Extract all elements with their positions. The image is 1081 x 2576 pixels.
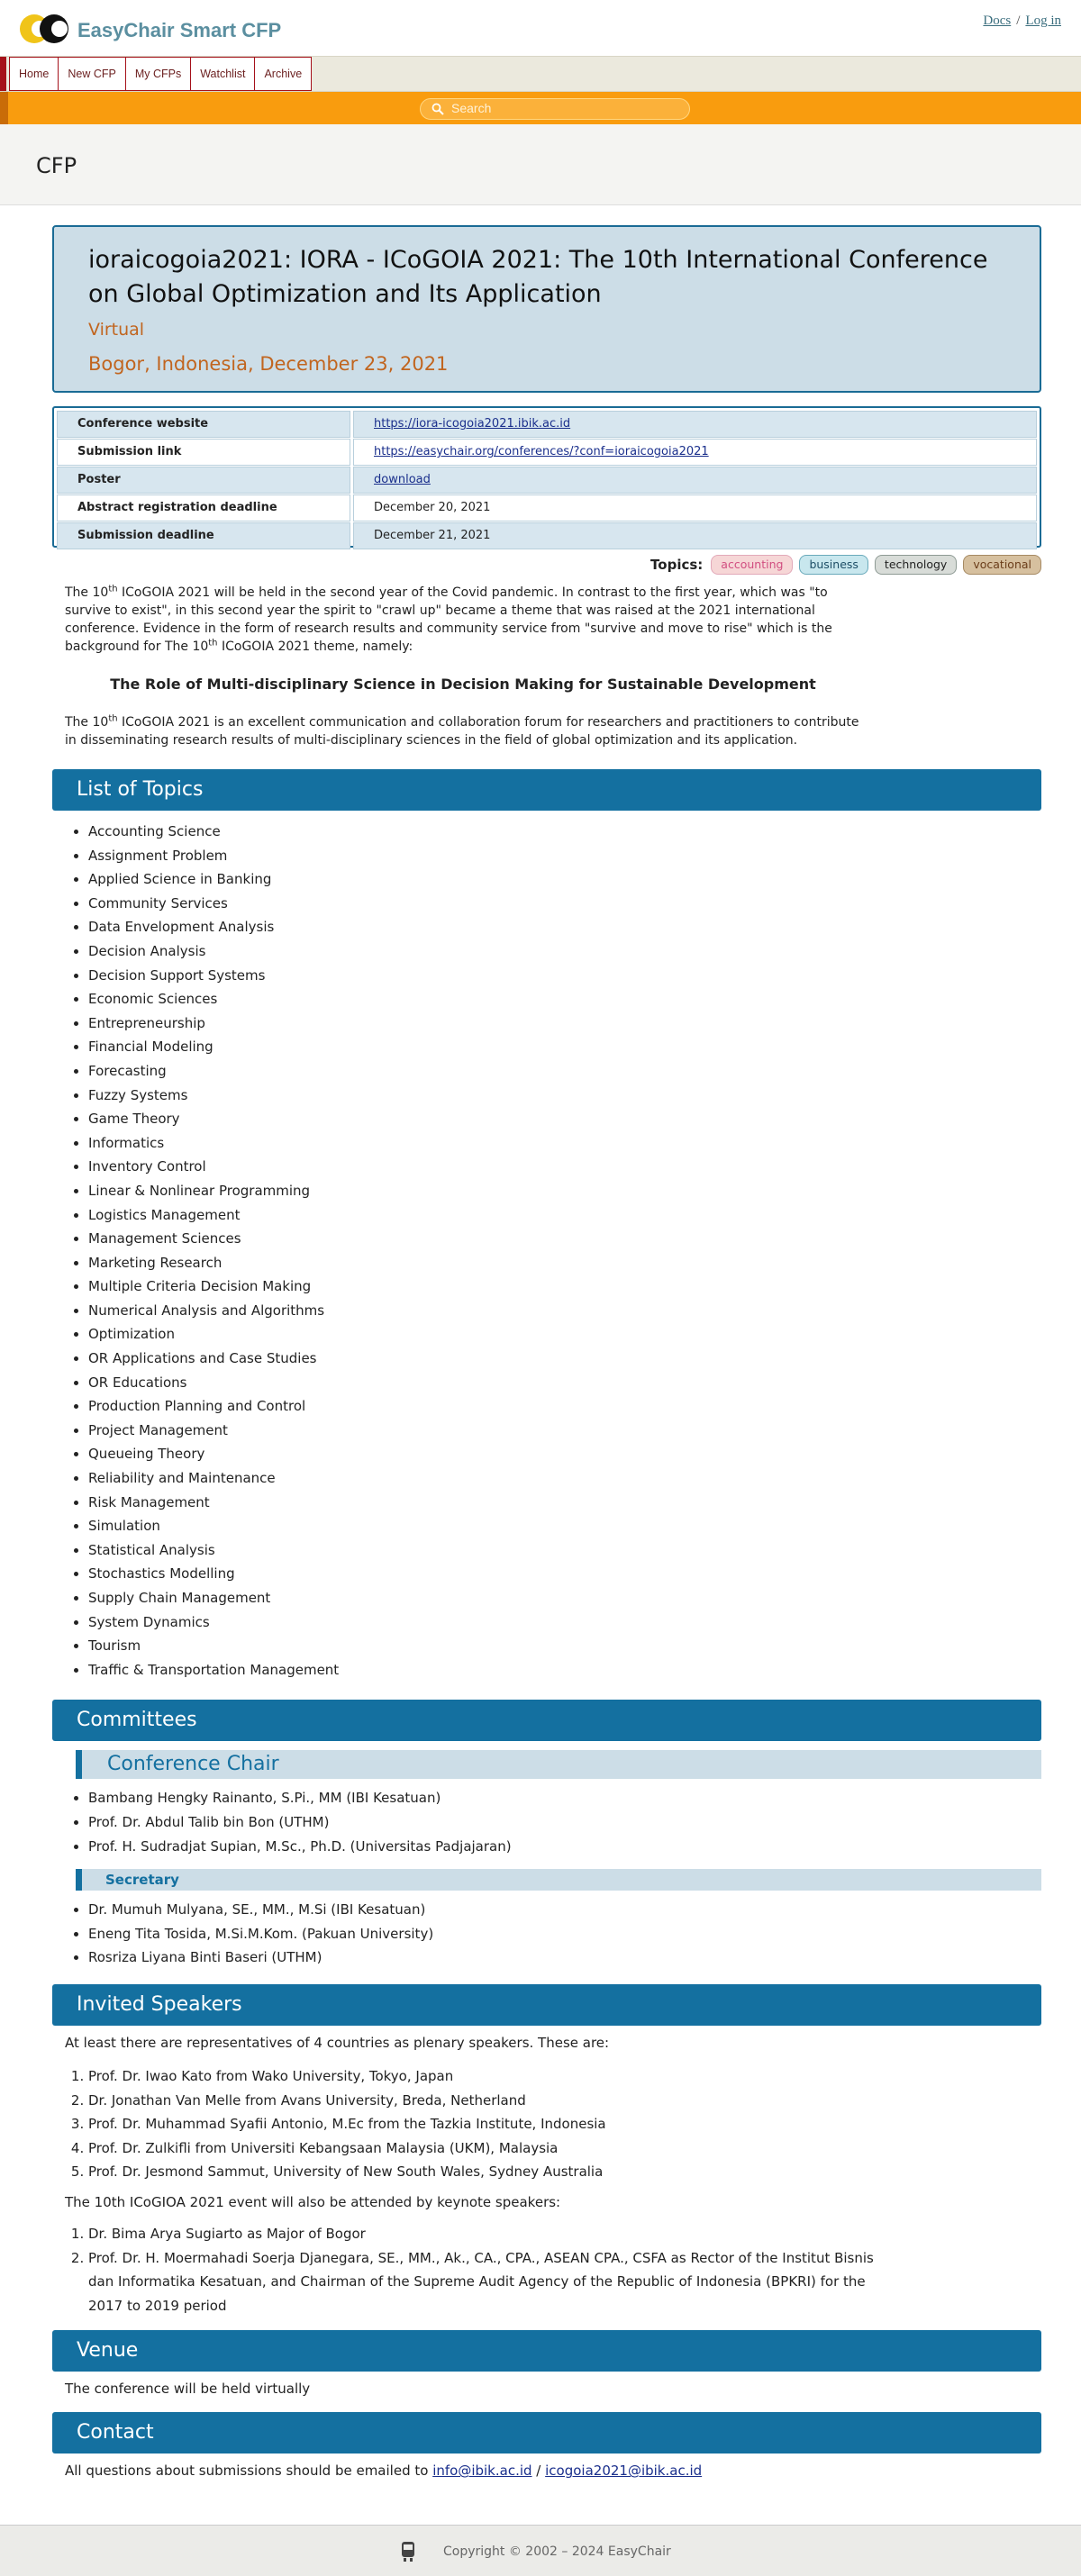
menu-item-archive[interactable]: Archive xyxy=(255,57,312,91)
account-links xyxy=(983,11,1061,32)
poster-download-link[interactable]: download xyxy=(374,473,431,486)
ordinal-suffix: th xyxy=(108,584,118,594)
topic-list-item: • Fuzzy Systems xyxy=(88,1084,1041,1108)
plenary-speaker: 4. Prof. Dr. Zulkifli from Universiti Kebangsaan Malaysia (UKM), Malaysia xyxy=(88,2136,1041,2161)
section-heading-topics: List of Topics xyxy=(52,769,1041,811)
topic-list-item: • Forecasting xyxy=(88,1059,1041,1084)
speakers-intro: At least there are representatives of 4 countries as plenary speakers. These are: xyxy=(65,2034,610,2051)
ordinal-suffix: th xyxy=(208,638,218,649)
topic-list-item: • Tourism xyxy=(88,1634,1041,1658)
topic-list-item: • Management Sciences xyxy=(88,1227,1041,1251)
topic-list-item: • Numerical Analysis and Algorithms xyxy=(88,1299,1041,1323)
conference-summary-box xyxy=(52,225,1041,393)
plenary-speaker: 5. Prof. Dr. Jesmond Sammut, University of New South Wales, Sydney Australia xyxy=(88,2160,1041,2184)
topic-list-item: • Game Theory xyxy=(88,1107,1041,1131)
conference-location-date: Bogor, Indonesia, December 23, 2021 xyxy=(88,352,449,375)
section-heading-committees: Committees xyxy=(52,1700,1041,1741)
page-footer xyxy=(0,2525,1081,2576)
secretary-member: • Dr. Mumuh Mulyana, SE., MM., M.Si (IBI Kesatuan) xyxy=(88,1898,1041,1922)
topic-list-item: • Economic Sciences xyxy=(88,987,1041,1011)
menu-item-home[interactable]: Home xyxy=(9,57,59,91)
copyright-text: Copyright © 2002 – 2024 EasyChair xyxy=(443,2544,671,2559)
menu-bar xyxy=(0,56,1081,92)
topic-list-item: • Marketing Research xyxy=(88,1251,1041,1275)
contact-text xyxy=(65,2462,861,2480)
info-row-website xyxy=(57,411,1037,438)
section-heading-venue: Venue xyxy=(52,2330,1041,2372)
plenary-speakers-list xyxy=(88,2064,1041,2184)
intro-text: ICoGOIA 2021 is an excellent communication and collaboration forum for researchers and practitioners to contribute in disseminating research results of multi-disciplinary sciences in the field of global optimization and its application. xyxy=(65,715,859,748)
info-row-poster xyxy=(57,467,1037,494)
contact-email-link-2[interactable]: icogoia2021@ibik.ac.id xyxy=(545,2463,703,2480)
easychair-logo-icon[interactable] xyxy=(18,11,70,47)
info-key: Poster xyxy=(57,467,350,494)
plenary-speaker: 3. Prof. Dr. Muhammad Syafii Antonio, M.Ec from the Tazkia Institute, Indonesia xyxy=(88,2112,1041,2136)
subsection-heading-chair: Conference Chair xyxy=(76,1750,1041,1779)
topic-list-item: • Data Envelopment Analysis xyxy=(88,915,1041,939)
topic-list-item: • Financial Modeling xyxy=(88,1035,1041,1059)
topic-list-item: • Logistics Management xyxy=(88,1203,1041,1228)
topic-list-item: • OR Applications and Case Studies xyxy=(88,1347,1041,1371)
subsection-heading-secretary: Secretary xyxy=(76,1869,1041,1891)
topic-list-item: • Statistical Analysis xyxy=(88,1538,1041,1563)
secretary-list xyxy=(88,1898,1041,1970)
info-key: Abstract registration deadline xyxy=(57,494,350,522)
topic-list-item: • Entrepreneurship xyxy=(88,1011,1041,1036)
menu-item-watchlist[interactable]: Watchlist xyxy=(191,57,255,91)
topic-list-item: • Project Management xyxy=(88,1419,1041,1443)
info-key: Submission deadline xyxy=(57,522,350,549)
topic-tag-vocational[interactable]: vocational xyxy=(963,555,1041,575)
info-value: December 21, 2021 xyxy=(353,522,1037,549)
login-link[interactable]: Log in xyxy=(1025,14,1061,28)
topic-list-item: • Simulation xyxy=(88,1514,1041,1538)
topics-tags xyxy=(650,555,1041,576)
topic-list-item: • OR Educations xyxy=(88,1371,1041,1395)
topics-list xyxy=(88,820,1041,1682)
topic-list-item: • Accounting Science xyxy=(88,820,1041,844)
info-key: Conference website xyxy=(57,411,350,438)
conference-info-table xyxy=(52,406,1041,548)
conference-title: ioraicogoia2021: IORA - ICoGOIA 2021: The 10th International Conference on Global Optimization and Its Application xyxy=(88,246,988,308)
topic-list-item: • Optimization xyxy=(88,1322,1041,1347)
conference-website-link[interactable]: https://iora-icogoia2021.ibik.ac.id xyxy=(374,417,571,431)
page-title: CFP xyxy=(36,153,77,178)
keynote-intro: The 10th ICoGIOA 2021 event will also be attended by keynote speakers: xyxy=(65,2193,561,2210)
page-header-band xyxy=(0,124,1081,205)
info-row-submission-deadline xyxy=(57,522,1037,549)
conference-theme: The Role of Multi-disciplinary Science in Decision Making for Sustainable Development xyxy=(110,676,816,693)
intro-text: ICoGOIA 2021 will be held in the second year of the Covid pandemic. In contrast to the first year, which was "to survive to exist", in this second year the spirit to "crawl up" became a theme that was raised at the 2021 international conference. Evidence in the form of research results and community service from "survive and move to rise" which is the background for The 10 xyxy=(65,585,832,654)
intro-paragraph-1 xyxy=(65,584,861,656)
topic-list-item: • Community Services xyxy=(88,892,1041,916)
submission-link[interactable]: https://easychair.org/conferences/?conf=ioraicogoia2021 xyxy=(374,445,709,458)
intro-text: The 10 xyxy=(65,715,109,730)
topic-list-item: • Linear & Nonlinear Programming xyxy=(88,1179,1041,1203)
topic-list-item: • Production Planning and Control xyxy=(88,1394,1041,1419)
main-content xyxy=(52,225,1041,2480)
info-value: December 20, 2021 xyxy=(353,494,1037,522)
topic-list-item: • System Dynamics xyxy=(88,1610,1041,1635)
intro-paragraph-2 xyxy=(65,713,861,749)
email-separator: / xyxy=(531,2463,546,2480)
chair-member: • Prof. H. Sudradjat Supian, M.Sc., Ph.D. (Universitas Padjajaran) xyxy=(88,1835,1041,1859)
topic-tag-business[interactable]: business xyxy=(799,555,868,575)
topics-bar xyxy=(52,548,1041,578)
topic-list-item: • Risk Management xyxy=(88,1491,1041,1515)
search-input[interactable] xyxy=(451,101,668,115)
section-heading-speakers: Invited Speakers xyxy=(52,1984,1041,2026)
info-row-abstract-deadline xyxy=(57,494,1037,522)
secretary-member: • Rosriza Liyana Binti Baseri (UTHM) xyxy=(88,1946,1041,1970)
topic-list-item: • Decision Analysis xyxy=(88,939,1041,964)
topic-list-item: • Supply Chain Management xyxy=(88,1586,1041,1610)
plenary-speaker: 2. Dr. Jonathan Van Melle from Avans University, Breda, Netherland xyxy=(88,2089,1041,2113)
topic-list-item: • Inventory Control xyxy=(88,1155,1041,1179)
topic-list-item: • Informatics xyxy=(88,1131,1041,1156)
menu-item-my-cfps[interactable]: My CFPs xyxy=(126,57,191,91)
menu-item-new-cfp[interactable]: New CFP xyxy=(59,57,125,91)
topic-list-item: • Stochastics Modelling xyxy=(88,1562,1041,1586)
topic-list-item: • Decision Support Systems xyxy=(88,964,1041,988)
top-bar xyxy=(0,0,1081,56)
link-separator: / xyxy=(1016,14,1021,28)
keynote-speaker: 2. Prof. Dr. H. Moermahadi Soerja Djanegara, SE., MM., Ak., CA., CPA., ASEAN CPA., CSFA as Rector of the Institut Bisnis dan Informatika Kesatuan, and Chairman of the Supreme Audit Agency of the Republic of Indonesia (BPKRI) for the 2017 to 2019 period xyxy=(88,2246,890,2318)
brand-name[interactable]: EasyChair Smart CFP xyxy=(77,19,282,41)
keynote-speaker: 1. Dr. Bima Arya Sugiarto as Major of Bogor xyxy=(88,2222,890,2246)
conference-mode: Virtual xyxy=(88,320,145,340)
info-key: Submission link xyxy=(57,439,350,466)
topics-label: Topics: xyxy=(650,557,704,573)
easychair-footer-icon xyxy=(400,2541,416,2562)
info-value xyxy=(353,411,1037,438)
search-bar xyxy=(0,92,1081,124)
intro-text: ICoGOIA 2021 theme, namely: xyxy=(217,639,413,654)
contact-email-link[interactable]: info@ibik.ac.id xyxy=(432,2463,532,2480)
info-value xyxy=(353,439,1037,466)
search-icon xyxy=(431,103,444,115)
topic-list-item: • Traffic & Transportation Management xyxy=(88,1658,1041,1683)
topic-tag-accounting[interactable]: accounting xyxy=(711,555,793,575)
chair-member: • Prof. Dr. Abdul Talib bin Bon (UTHM) xyxy=(88,1810,1041,1835)
topic-list-item: • Reliability and Maintenance xyxy=(88,1466,1041,1491)
chair-list xyxy=(88,1786,1041,1858)
contact-label: All questions about submissions should be emailed to xyxy=(65,2463,433,2480)
search-accent-stripe xyxy=(0,92,8,124)
menu-accent-stripe xyxy=(0,57,6,91)
docs-link[interactable]: Docs xyxy=(983,14,1012,28)
info-value xyxy=(353,467,1037,494)
keynote-speakers-list xyxy=(88,2222,890,2317)
venue-text: The conference will be held virtually xyxy=(65,2381,311,2398)
info-row-submission-link xyxy=(57,439,1037,466)
topic-list-item: • Multiple Criteria Decision Making xyxy=(88,1274,1041,1299)
section-heading-contact: Contact xyxy=(52,2412,1041,2454)
main-menu xyxy=(9,57,312,91)
plenary-speaker: 1. Prof. Dr. Iwao Kato from Wako University, Tokyo, Japan xyxy=(88,2064,1041,2089)
ordinal-suffix: th xyxy=(108,713,118,724)
topic-list-item: • Applied Science in Banking xyxy=(88,867,1041,892)
intro-text: The 10 xyxy=(65,585,109,600)
topic-list-item: • Queueing Theory xyxy=(88,1442,1041,1466)
topic-tag-technology[interactable]: technology xyxy=(875,555,957,575)
chair-member: • Bambang Hengky Rainanto, S.Pi., MM (IBI Kesatuan) xyxy=(88,1786,1041,1810)
secretary-member: • Eneng Tita Tosida, M.Si.M.Kom. (Pakuan University) xyxy=(88,1922,1041,1946)
topic-list-item: • Assignment Problem xyxy=(88,844,1041,868)
search-box[interactable] xyxy=(420,98,690,120)
